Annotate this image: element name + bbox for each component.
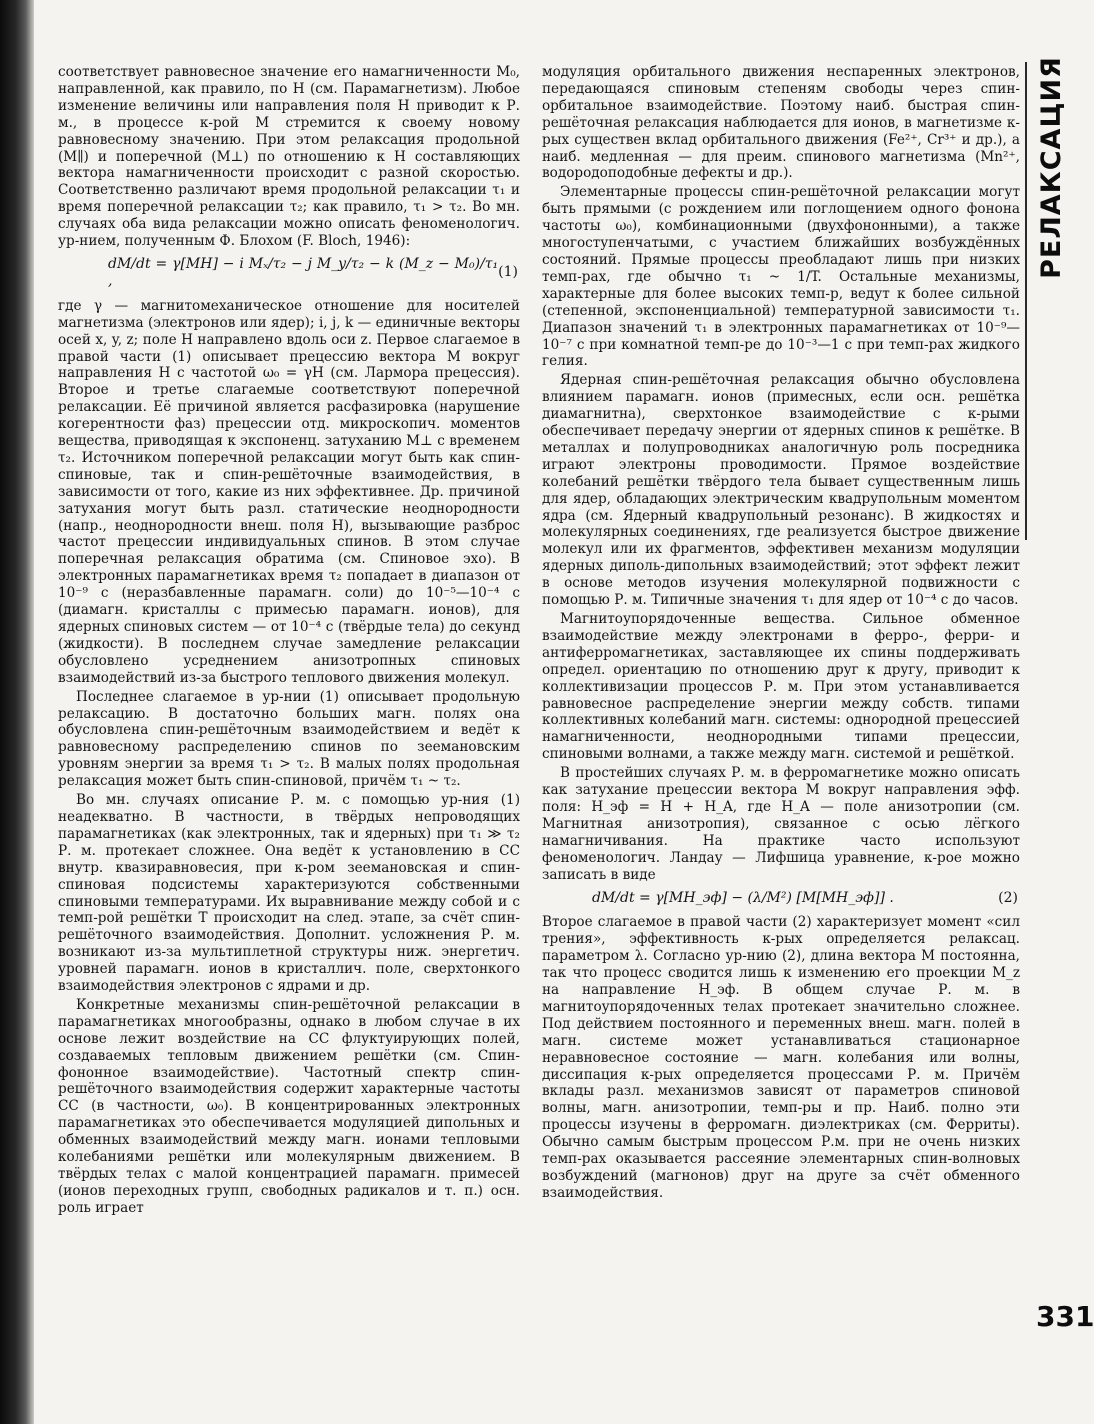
- right-column: [542, 64, 1020, 1204]
- running-head: [1032, 52, 1070, 282]
- running-head-text: РЕЛАКСАЦИЯ: [1035, 55, 1067, 279]
- left-column: [58, 64, 520, 1219]
- equation-1-body: dM/dt = γ[MH] − i Mₓ/τ₂ − j M_y/τ₂ − k (M_z − M₀)/τ₁ ,: [108, 255, 499, 289]
- page-number: 331: [1036, 1300, 1094, 1333]
- left-paragraph-3: Последнее слагаемое в ур-нии (1) описывает продольную релаксацию. В достаточно больших магн. полях она обусловлена спин-решёточным взаимодействием и ведёт к равновесному распределению спинов по зеемановским уровням энергии за время τ₁ > τ₂. В малых полях продольная релаксация может быть спин-спиновой, причём τ₁ ~ τ₂.: [58, 688, 520, 790]
- equation-2: [542, 890, 1020, 907]
- right-paragraph-5: В простейших случаях Р. м. в ферромагнетике можно описать как затухание прецессии вектора M вокруг направления эфф. поля: H_эф = H + H_A, где H_A — поле анизотропии (см. Магнитная анизотропия), связанное с осью лёгкого намагничивания. На практике часто используют феноменологич. Ландау — Лифшица уравнение, к-рое можно записать в виде: [542, 765, 1020, 883]
- left-paragraph-5: Конкретные механизмы спин-решёточной релаксации в парамагнетиках многообразны, однако в любом случае в их основе лежит воздействие на СС флуктуирующих полей, создаваемых тепловым движением решётки (см. Спин-фононное взаимодействие). Частотный спектр спин-решёточного взаимодействия содержит характерные частоты СС (в частности, ω₀). В концентрированных электронных парамагнетиках это обеспечивается модуляцией дипольных и обменных взаимодействий между магн. ионами тепловыми колебаниями решётки или молекулярным движением. В твёрдых телах с малой концентрацией парамагн. примесей (ионов переходных групп, свободных радикалов и т. п.) осн. роль играет: [58, 996, 520, 1216]
- left-paragraph-4: Во мн. случаях описание Р. м. с помощью ур-ния (1) неадекватно. В частности, в твёрдых непроводящих парамагнетиках (как электронных, так и ядерных) при τ₁ ≫ τ₂ Р. м. протекает сложнее. Она ведёт к установлению в СС внутр. квазиравновесия, при к-ром зеемановская и спин-спиновая подсистемы характеризуются собственными спиновыми температурами. Их выравнивание между собой и с темп-рой решётки T происходит на след. этапе, за счёт спин-решёточного взаимодействия. Дополнит. усложнения Р. м. возникают из-за мультиплетной структуры ниж. энергетич. уровней парамагн. ионов в кристаллич. поле, сверхтонкого взаимодействия электронов с ядрами и др.: [58, 792, 520, 995]
- margin-rule: [1025, 62, 1027, 540]
- left-paragraph-1: соответствует равновесное значение его намагниченности M₀, направленной, как правило, по H (см. Парамагнетизм). Любое изменение величины или направления поля H приводит к Р. м., в процессе к-рой M стремится к своему новому равновесному значению. При этом релаксация продольной (M∥) и поперечной (M⊥) по отношению к H составляющих вектора намагниченности происходит с разной скоростью. Соответственно различают время продольной релаксации τ₁ и время поперечной релаксации τ₂; как правило, τ₁ > τ₂. Во мн. случаях оба вида релаксации можно описать феноменологич. ур-нием, полученным Ф. Блохом (F. Bloch, 1946):: [58, 64, 520, 250]
- right-paragraph-2: Элементарные процессы спин-решёточной релаксации могут быть прямыми (с рождением или поглощением одного фонона частоты ω₀), комбинационными (двухфононными), а также многоступенчатыми, с участием ближайших возбуждённых состояний. Прямые процессы преобладают лишь при низких темп-рах, где обычно τ₁ ~ 1/T. Остальные механизмы, характерные для более высоких темп-р, ведут к более сильной (степенной, экспоненциальной) температурной зависимости τ₁. Диапазон значений τ₁ в электронных парамагнетиках от 10⁻⁹—10⁻⁷ с при комнатной темп-ре до 10⁻³—1 с при темп-рах жидкого гелия.: [542, 184, 1020, 370]
- equation-2-body: dM/dt = γ[MH_эф] − (λ/M²) [M[MH_эф]] .: [592, 889, 894, 906]
- left-paragraph-2: где γ — магнитомеханическое отношение для носителей магнетизма (электронов или ядер); i, j, k — единичные векторы осей x, y, z; поле H направлено вдоль оси z. Первое слагаемое в правой части (1) описывает прецессию вектора M вокруг направления H с частотой ω₀ = γH (см. Лармора прецессия). Второе и третье слагаемые соответствуют поперечной релаксации. Её причиной является расфазировка (нарушение когерентности фаз) прецессии отд. микроскопич. моментов вещества, приводящая к экспоненц. затуханию M⊥ с временем τ₂. Источником поперечной релаксации могут быть как спин-спиновые, так и спин-решёточные взаимодействия, в зависимости от того, какие из них эффективнее. Др. причиной затухания могут быть разл. статические неоднородности (напр., неоднородности внеш. поля H), вызывающие разброс частот прецессии индивидуальных спинов. В этом случае поперечная релаксация обратима (см. Спиновое эхо). В электронных парамагнетиках время τ₂ попадает в диапазон от 10⁻⁹ с (неразбавленные парамагн. соли) до 10⁻⁵—10⁻⁴ с (диамагн. кристаллы с примесью парамагн. ионов), для ядерных спиновых систем — от 10⁻⁴ с (твёрдые тела) до секунд (жидкости). В последнем случае замедление релаксации обусловлено усреднением анизотропных спиновых взаимодействий из-за быстрого теплового движения молекул.: [58, 297, 520, 686]
- book-binding-shadow: [0, 0, 34, 1424]
- right-paragraph-4: Магнитоупорядоченные вещества. Сильное обменное взаимодействие между электронами в ферро-, ферри- и антиферромагнетиках, заставляющее их спины поддерживать определ. ориентацию по отношению друг к другу, приводит к коллективизации процессов Р. м. При этом устанавливается равновесное распределение энергии между собств. типами коллективных колебаний магн. системы: однородной прецессией намагниченности, неоднородными типами прецессии, спиновыми волнами, а также между магн. системой и решёткой.: [542, 611, 1020, 763]
- right-paragraph-6: Второе слагаемое в правой части (2) характеризует момент «сил трения», эффективность к-рых определяется релаксац. параметром λ. Согласно ур-нию (2), длина вектора M постоянна, так что процесс сводится лишь к изменению его проекции M_z на направление H_эф. В общем случае Р. м. в магнитоупорядоченных телах протекает значительно сложнее. Под действием постоянного и переменных внеш. магн. полей в магн. системе может устанавливаться стационарное неравновесное состояние — магн. колебания или волны, диссипация к-рых определяется процессами Р. м. Причём вклады разл. механизмов зависят от параметров спиновой волны, магн. анизотропии, темп-ры и пр. Наиб. полно эти процессы изучены в ферромагн. диэлектриках (см. Ферриты). Обычно самым быстрым процессом Р.м. при не очень низких темп-рах оказывается рассеяние элементарных спин-волновых возбуждений (магнонов) друг на друге за счёт обменного взаимодействия.: [542, 914, 1020, 1201]
- equation-2-number: (2): [998, 889, 1018, 906]
- right-paragraph-1: модуляция орбитального движения неспаренных электронов, передающаяся спиновым степеням свободы через спин-орбитальное взаимодействие. Поэтому наиб. быстрая спин-решёточная релаксация наблюдается для ионов, в магнетизме к-рых существен вклад орбитального движения (Fe²⁺, Cr³⁺ и др.), а наиб. медленная — для преим. спинового магнетизма (Mn²⁺, водородоподобные дефекты и др.).: [542, 64, 1020, 182]
- equation-1: [58, 256, 520, 290]
- equation-1-number: (1): [498, 264, 518, 281]
- right-paragraph-3: Ядерная спин-решёточная релаксация обычно обусловлена влиянием парамагн. ионов (примесных, если осн. решётка диамагнитна), сверхтонкое взаимодействие с к-рыми обеспечивает передачу энергии от ядерных спинов к решётке. В металлах и полупроводниках аналогичную роль посредника играют электроны проводимости. Прямое воздействие колебаний решётки твёрдого тела бывает существенным лишь для ядер, обладающих электрическим квадрупольным моментом ядра (см. Ядерный квадрупольный резонанс). В жидкостях и молекулярных соединениях, где реализуется быстрое движение молекул или их фрагментов, эффективен механизм модуляции ядерных диполь-дипольных взаимодействий; этот эффект лежит в основе методов изучения молекулярной подвижности с помощью Р. м. Типичные значения τ₁ для ядер от 10⁻⁴ с до часов.: [542, 372, 1020, 609]
